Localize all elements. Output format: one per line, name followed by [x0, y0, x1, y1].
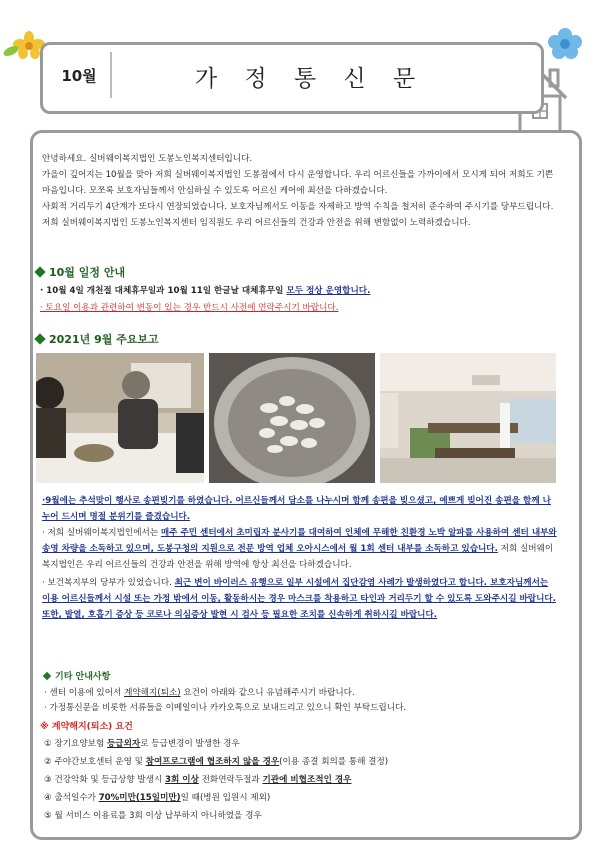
page-title: 가 정 통 신 문 [194, 66, 426, 92]
report-paragraph-2-highlight: 매주 주민 센터에서 초미립자 분사기를 대여하여 인체에 무해한 친환경 노박 알파를 사용하여 센터 내부와 송영 차량을 소독하고 있으며, 도봉구청의 지원으로 전문 방역 업체 오아시스에서 월 1회 센터 내부를 소독하고 있습니다. [42, 528, 557, 554]
schedule-line-1 [40, 284, 370, 298]
intro-paragraph-1: 가을이 깊어지는 10월을 맞아 저희 실버웨이복지법인 도봉점에서 다시 운영합니다. 우리 어르신들을 가까이에서 모시게 되어 저희도 기쁜 마음입니다. 모쪼록 보호자님들께서 안심하실 수 있도록 어르신 케어에 최선을 다하겠습니다. [42, 170, 554, 196]
diamond-bullet-icon [34, 333, 45, 344]
leaf-icon [2, 44, 20, 58]
other-line-1 [44, 686, 355, 700]
other-line-1-c: 요건이 아래와 같으니 유념해주시기 바랍니다. [180, 688, 355, 698]
main-content-box [30, 130, 582, 840]
schedule-line-1-text: · 10월 4일 개천절 대체휴무일과 10월 11일 한글날 대체휴무일 [40, 286, 287, 296]
diamond-bullet-icon [43, 671, 51, 679]
report-paragraph-2-outro: 저희 실버웨이복지법인은 우리 어르신들의 건강과 안전을 위해 방역에 항상 최선을 다하겠습니다. [42, 544, 554, 570]
report-heading-text: 2021년 9월 주요보고 [49, 333, 159, 346]
item-emphasis: 기관에 비협조적인 경우 [262, 775, 352, 785]
termination-item-3 [44, 773, 351, 787]
other-heading [44, 669, 110, 682]
other-heading-text: 기타 안내사항 [55, 672, 111, 682]
other-line-1-a: · 센터 이용에 있어서 [44, 688, 125, 698]
report-paragraph-2-intro: · 저희 실버웨이복지법인에서는 [42, 528, 161, 538]
item-text: 출석일수가 [54, 793, 99, 803]
schedule-heading-text: 10월 일정 안내 [49, 266, 126, 279]
schedule-heading [36, 264, 125, 280]
center-disinfection-photo [380, 353, 556, 483]
report-paragraph-2 [42, 525, 558, 573]
report-paragraph-1 [42, 493, 558, 525]
item-text: 일 때(병원 입원시 제외) [180, 793, 271, 803]
item-text: 로 등급변경이 발생한 경우 [140, 739, 240, 749]
termination-item-2 [44, 755, 388, 769]
schedule-line-2 [40, 301, 338, 315]
intro-paragraph-2: 사회적 거리두기 4단계가 또다시 연장되었습니다. 보호자님께서도 이동을 자제하고 방역 수칙을 철저히 준수하여 주시기를 당부드립니다. 저희 실버웨이복지법인 도봉노인복지센터 임직원도 우리 어르신들의 건강과 안전을 위해 변함없이 노력하겠습니다. [42, 202, 554, 228]
intro-greeting: 안녕하세요. 실버웨이복지법인 도봉노인복지센터입니다. [42, 154, 253, 164]
schedule-line-2-text: · 토요일 이용과 관련하여 변동이 있는 경우 반드시 사전에 연락주시기 바랍니다. [40, 303, 339, 313]
diamond-bullet-icon [34, 266, 45, 277]
item-emphasis: 참여프로그램에 협조하지 않을 경우 [145, 757, 280, 767]
month-label: 10월 [48, 52, 112, 98]
item-emphasis: 70%미만(15일미만) [98, 793, 181, 803]
item-number: ④ [44, 793, 52, 803]
item-number: ② [44, 757, 52, 767]
songpyeon-making-photo [36, 353, 204, 483]
item-text: (이용 종결 회의를 통해 결정) [279, 757, 389, 767]
intro-text [42, 151, 562, 231]
report-paragraph-1-text: ·9월에는 추석맞이 행사로 송편빚기를 하였습니다. 어르신들께서 담소를 나누시며 함께 송편을 빚으셨고, 예쁘게 빚어진 송편을 함께 나누어 드시며 명절 분위기를 즐겼습니다. [42, 496, 551, 522]
report-heading [36, 331, 159, 347]
item-number: ⑤ [44, 811, 52, 821]
report-paragraph-3 [42, 575, 558, 623]
termination-item-5 [44, 809, 262, 823]
schedule-line-1-highlight: 모두 정상 운영합니다. [286, 286, 371, 296]
flower-blue-icon [545, 26, 585, 60]
report-text [42, 493, 558, 623]
item-text: 월 서비스 이용료를 3회 이상 납부하지 아니하였을 경우 [54, 811, 262, 821]
termination-heading: ※ 계약해지(퇴소) 요건 [40, 722, 133, 732]
songpyeon-bowl-photo [209, 353, 375, 483]
item-emphasis: 등급외자 [107, 739, 141, 749]
termination-item-1 [44, 737, 240, 751]
item-text: 전화연락두절과 [198, 775, 263, 785]
item-text: 주야간보호센터 운영 및 [54, 757, 146, 767]
item-number: ③ [44, 775, 52, 785]
other-line-1-b: 계약해지(퇴소) [124, 688, 181, 698]
item-text: 건강악화 및 등급상향 발생시 [54, 775, 165, 785]
item-emphasis: 3회 이상 [165, 775, 199, 785]
item-text: 장기요양보험 [54, 739, 107, 749]
other-line-2: · 가정통신문을 비롯한 서류들을 이메일이나 카카오톡으로 보내드리고 있으니 확인 부탁드립니다. [44, 703, 407, 713]
item-number: ① [44, 739, 52, 749]
report-paragraph-3-intro: · 보건복지부의 당부가 있었습니다. [42, 578, 175, 588]
termination-item-4 [44, 791, 270, 805]
report-paragraph-3-highlight: 최근 변이 바이러스 유행으로 일부 시설에서 집단감염 사례가 발생하였다고 합니다. 보호자님께서는 이용 어르신들께서 시설 또는 가정 밖에서 이동, 활동하시는 경우 마스크를 착용하고 타인과 거리두기 할 수 있도록 도와주시길 바랍니다. 또한, 발열, 호흡기 증상 등 코로나 의심증상 발현 시 검사 등 필요한 조치를 신속하게 취하시길 바랍니다. [42, 578, 556, 620]
